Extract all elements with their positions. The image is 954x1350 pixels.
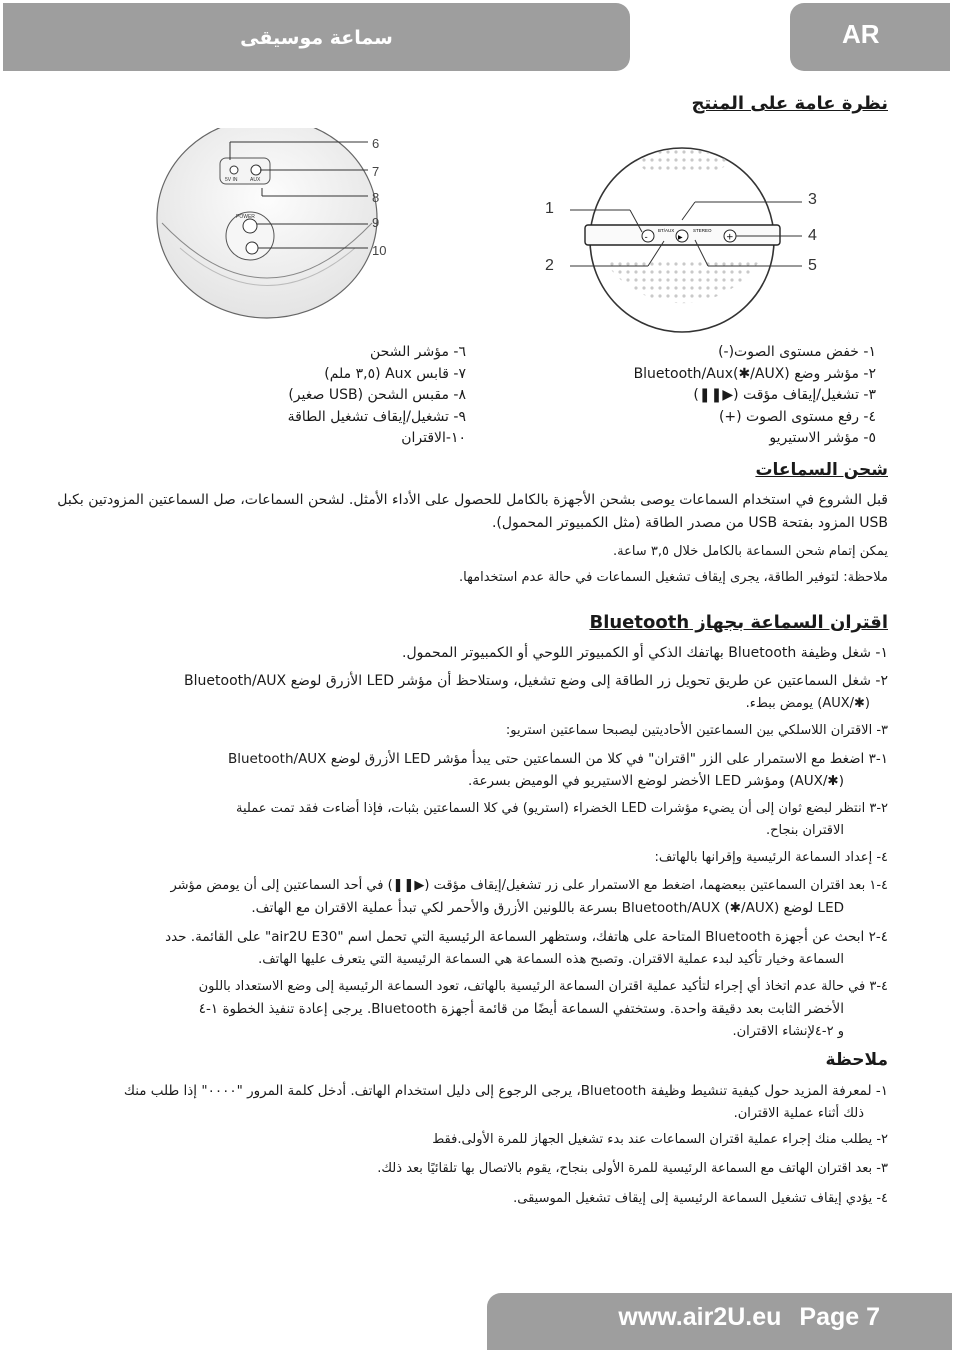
charging-line-2: USB المزود بفتحة USB من مصدر الطاقة (مثل الكمبيوتر المحمول). xyxy=(491,515,888,531)
note-1: ١- لمعرفة المزيد حول كيفية تنشيط وظيفة Bluetooth، يرجى الرجوع إلى دليل استخدام الهاتف. أدخل كلمة المرور "٠٠٠٠" إذا طلب منك xyxy=(123,1083,888,1099)
stereo-label: STEREO xyxy=(693,228,712,233)
charging-note: ملاحظة: لتوفير الطاقة، يجرى إيقاف تشغيل السماعات في حالة عدم استخدامها. xyxy=(459,570,888,585)
callout-8: 8 xyxy=(372,190,380,205)
charging-line-1: قبل الشروع في استخدام السماعات يوصى بشحن الأجهزة بالكامل للحصول على الأداء الأمثل. لشحن السماعات، صل السماعتين المزودتين بكبل xyxy=(57,492,888,508)
legend-item: ٢- مؤشر وضع Bluetooth/Aux(✱/AUX) xyxy=(633,366,876,382)
aux-label: AUX xyxy=(250,177,261,183)
callout-2: 2 xyxy=(545,257,554,274)
callout-4: 4 xyxy=(808,227,817,244)
pairing-step-4-1-cont: LED لوضع Bluetooth/AUX (✱/AUX) بسرعة باللونين الأزرق والأحمر لكي تبدأ عملية الاقتران مع الهاتف. xyxy=(251,900,844,916)
pairing-step-4-3-cont: الأخضر الثابت بعد دقيقة واحدة. وستختفي السماعة أيضًا من قائمة أجهزة Bluetooth. يرجى إعادة تنفيذ الخطوة ١-٤ xyxy=(198,1001,844,1017)
pairing-step-3-1-cont: (✱/AUX) ومؤشر LED الأخضر لوضع الاستيريو في الوميض بسرعة. xyxy=(467,773,844,789)
pairing-step-4-3-cont2: و ٢-٤لإنشاء الاقتران. xyxy=(732,1024,844,1039)
callout-5: 5 xyxy=(808,257,817,274)
charging-title: شحن السماعات xyxy=(755,460,888,480)
language-tab xyxy=(790,3,950,71)
svg-text:▶: ▶ xyxy=(678,234,683,241)
overview-title: نظرة عامة على المنتج xyxy=(691,93,888,114)
legend-item: ٩- تشغيل/إيقاف تشغيل الطاقة xyxy=(287,409,466,425)
pairing-step-4: ٤- إعداد السماعة الرئيسية وإقرانها بالهاتف: xyxy=(654,850,888,865)
callout-7: 7 xyxy=(372,164,380,179)
note-2: ٢- يطلب منك إجراء عملية اقتران السماعات عند بدء تشغيل الجهاز للمرة الأولى.فقط xyxy=(432,1132,888,1147)
website-link[interactable]: www.air2U.eu xyxy=(618,1303,782,1331)
page-number: Page 7 xyxy=(799,1303,880,1331)
dc-label: 5V IN xyxy=(225,177,238,183)
bt-aux-label: BT/AUX xyxy=(658,228,675,233)
language-label: AR xyxy=(842,19,880,49)
callout-1: 1 xyxy=(545,200,554,217)
legend-item: ٣- تشغيل/إيقاف مؤقت (▶❚❚) xyxy=(693,387,876,403)
svg-text:-: - xyxy=(644,232,648,243)
legend-item: ١٠-الاقتران xyxy=(401,430,466,446)
note-4: ٤- يؤدي إيقاف تشغيل السماعة الرئيسية إلى إيقاف تشغيل الموسيقى. xyxy=(513,1191,888,1206)
pairing-step-4-2: ٤-٢ ابحث عن أجهزة Bluetooth المتاحة على هاتفك، وستظهر السماعة الرئيسية التي تحمل اسم "air2U E30" على القائمة. حدد xyxy=(165,929,888,945)
note-1-cont: ذلك أثناء عملية الاقتران. xyxy=(733,1106,864,1121)
pairing-step-4-3: ٤-٣ في حالة عدم اتخاذ أي إجراء لتأكيد عملية اقتران السماعة الرئيسية بالهاتف، تعود السماعة الرئيسية إلى وضع الاستعداد باللون xyxy=(198,979,888,994)
pairing-step-4-2-cont: السماعة وخيار تأكيد لبدء عملية الاقتران. وتصبح هذه السماعة هي السماعة الرئيسية التي يتعرف عليها الهاتف. xyxy=(258,952,844,967)
charging-line-3: يمكن إتمام شحن السماعة بالكامل خلال ٣,٥ ساعة. xyxy=(612,544,888,559)
legend-item: ٦- مؤشر الشحن xyxy=(369,344,466,360)
notes-title: ملاحظة xyxy=(825,1050,888,1070)
legend-item: ٨- مقبس الشحن (USB صغير) xyxy=(288,387,466,403)
power-label: POWER xyxy=(236,214,255,220)
pairing-step-2-cont: (✱/AUX) يومض ببطء. xyxy=(745,696,870,711)
pairing-step-1: ١- شغل وظيفة Bluetooth بهاتفك الذكي أو الكمبيوتر اللوحي أو الكمبيوتر المحمول. xyxy=(402,645,888,661)
speaker-side-illustration xyxy=(150,128,400,333)
speaker-front-illustration xyxy=(560,140,820,340)
callout-3: 3 xyxy=(808,191,817,208)
callout-6: 6 xyxy=(372,136,380,151)
callout-10: 10 xyxy=(372,243,387,258)
note-3: ٣- بعد اقتران الهاتف مع السماعة الرئيسية للمرة الأولى بنجاح، يقوم بالاتصال بها تلقائيًا بعد ذلك. xyxy=(377,1161,888,1176)
legend-item: ٤- رفع مستوى الصوت (+) xyxy=(718,409,876,425)
footer-bar xyxy=(487,1293,952,1350)
pairing-step-3-2: ٢-٣ انتظر لبضع ثوان إلى أن يضيء مؤشرات LED الخضراء (استريو) في كلا السماعتين بثبات، فإذا أضاءت فقد تمت عملية xyxy=(236,801,888,816)
pairing-title: اقتران السماعة بجهاز Bluetooth xyxy=(589,612,888,633)
legend-item: ١- خفض مستوى الصوت(-) xyxy=(718,344,876,360)
pairing-step-4-1: ٤-١ بعد اقتران السماعتين ببعضهما، اضغط مع الاستمرار على زر تشغيل/إيقاف مؤقت (▶❚❚) في أحد السماعتين إلى أن يومض مؤشر xyxy=(170,878,888,893)
pairing-step-3: ٣- الاقتران اللاسلكي بين السماعتين الأحاديتين ليصبحا سماعتين استريو: xyxy=(505,723,888,738)
header-bar xyxy=(3,3,630,71)
pairing-step-3-2-cont: الاقتران بنجاح. xyxy=(765,823,844,838)
footer-text xyxy=(618,1303,880,1332)
svg-text:+: + xyxy=(726,232,734,243)
page-title: سماعة موسيقى xyxy=(240,27,393,49)
pairing-step-2: ٢- شغل السماعتين عن طريق تحويل زر الطاقة إلى وضع تشغيل، وستلاحظ أن مؤشر LED الأزرق لوضع Bluetooth/AUX xyxy=(184,673,888,689)
callout-9: 9 xyxy=(372,215,380,230)
legend-item: ٥- مؤشر الاستيريو xyxy=(769,430,876,446)
legend-item: ٧- قابس Aux (٣,٥ ملم) xyxy=(324,366,466,382)
pairing-step-3-1: ١-٣ اضغط مع الاستمرار على الزر "اقتران" في كلا من السماعتين حتى يبدأ مؤشر LED الأزرق لوضع Bluetooth/AUX xyxy=(227,751,888,767)
